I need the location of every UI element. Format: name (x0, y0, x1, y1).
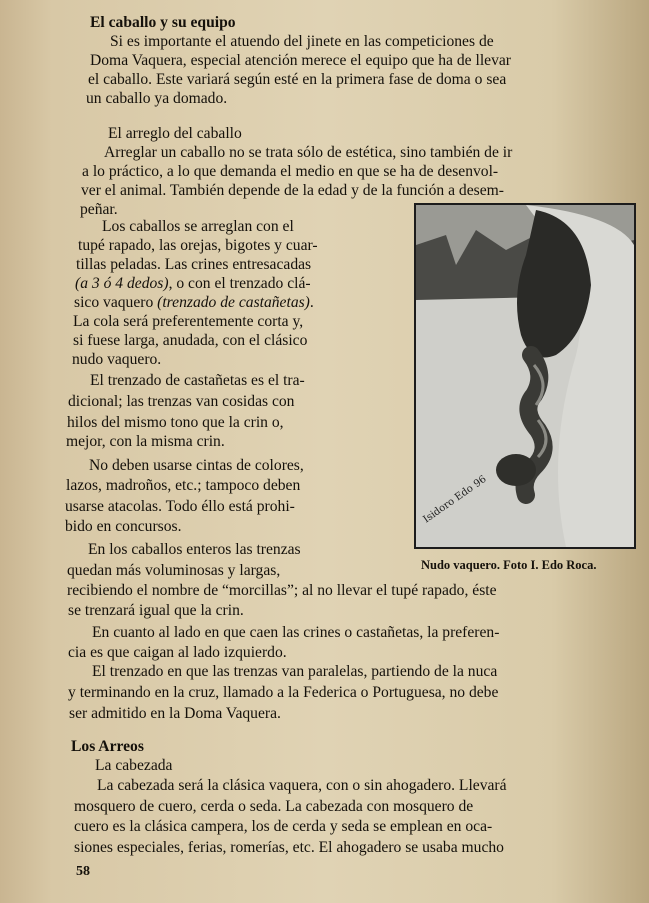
figure-caption: Nudo vaquero. Foto I. Edo Roca. (421, 558, 597, 572)
paragraph-line: ver el animal. También depende de la edad y de la función a desem- (81, 182, 504, 199)
paragraph-line: Si es importante el atuendo del jinete en las competiciones de (110, 33, 494, 50)
paragraph-line: El trenzado de castañetas es el tra- (90, 372, 305, 389)
paragraph-line: si fuese larga, anudada, con el clásico (73, 332, 308, 349)
paragraph-line: usarse atacolas. Todo éllo está prohi- (65, 498, 295, 515)
text-run: sico vaquero (74, 294, 158, 311)
subsection-title: El arreglo del caballo (108, 125, 242, 142)
paragraph-line: Los caballos se arreglan con el (102, 218, 294, 235)
text-run: . (309, 294, 314, 311)
paragraph-line: cuero es la clásica campera, los de cerda y seda se emplean en oca- (74, 818, 493, 835)
paragraph-line: En cuanto al lado en que caen las crines o castañetas, la preferen- (92, 624, 500, 641)
paragraph-line: tupé rapado, las orejas, bigotes y cuar- (78, 237, 318, 254)
paragraph-line: mejor, con la misma crin. (66, 433, 225, 450)
paragraph-line: se trenzará igual que la crin. (68, 602, 244, 619)
paragraph-line: y terminando en la cruz, llamado a la Federica o Portuguesa, no debe (68, 684, 499, 701)
paragraph-line: La cabezada será la clásica vaquera, con o sin ahogadero. Llevará (97, 777, 507, 794)
paragraph-line (74, 293, 314, 312)
paragraph-line: peñar. (80, 201, 118, 218)
page-number: 58 (76, 864, 90, 879)
paragraph-line: bido en concursos. (65, 518, 182, 535)
paragraph-line: dicional; las trenzas van cosidas con (68, 393, 295, 410)
paragraph-line: un caballo ya domado. (86, 90, 228, 107)
paragraph-line: siones especiales, ferias, romerías, etc. El ahogadero se usaba mucho (74, 839, 504, 856)
paragraph-line: mosquero de cuero, cerda o seda. La cabezada con mosquero de (74, 798, 474, 815)
paragraph-line: La cola será preferentemente corta y, (73, 313, 304, 330)
paragraph-line: el caballo. Este variará según esté en la primera fase de doma o sea (88, 71, 507, 88)
photo-illustration (416, 205, 634, 547)
paragraph-line: No deben usarse cintas de colores, (89, 457, 304, 474)
paragraph-line: Arreglar un caballo no se trata sólo de estética, sino también de ir (104, 144, 513, 161)
paragraph-line: Doma Vaquera, especial atención merece el equipo que ha de llevar (90, 52, 511, 69)
subsection-title: La cabezada (95, 757, 173, 774)
italic-text: (trenzado de castañetas) (157, 294, 310, 311)
paragraph-line: lazos, madroños, etc.; tampoco deben (66, 477, 301, 494)
text-run: , o con el trenzado clá- (168, 275, 311, 292)
section-title: Los Arreos (71, 738, 144, 755)
paragraph-line: a lo práctico, a lo que demanda el medio en que se ha de desenvol- (82, 163, 499, 180)
paragraph-line: quedan más voluminosas y largas, (67, 562, 281, 579)
paragraph-line: En los caballos enteros las trenzas (88, 541, 301, 558)
paragraph-line: hilos del mismo tono que la crin o, (67, 414, 284, 431)
paragraph-line: ser admitido en la Doma Vaquera. (69, 705, 281, 722)
paragraph-line: tillas peladas. Las crines entresacadas (76, 256, 312, 273)
paragraph-line: El trenzado en que las trenzas van paralelas, partiendo de la nuca (92, 663, 498, 680)
italic-text: (a 3 ó 4 dedos) (75, 275, 169, 292)
paragraph-line: cia es que caigan al lado izquierdo. (68, 644, 287, 661)
photo-horse-tail-knot (414, 203, 636, 549)
paragraph-line (75, 274, 311, 293)
section-title: El caballo y su equipo (90, 14, 236, 31)
paragraph-line: nudo vaquero. (72, 351, 162, 368)
paragraph-line: recibiendo el nombre de “morcillas”; al no llevar el tupé rapado, éste (67, 582, 497, 599)
photo-signature: Isidoro Edo 96 (421, 473, 489, 526)
